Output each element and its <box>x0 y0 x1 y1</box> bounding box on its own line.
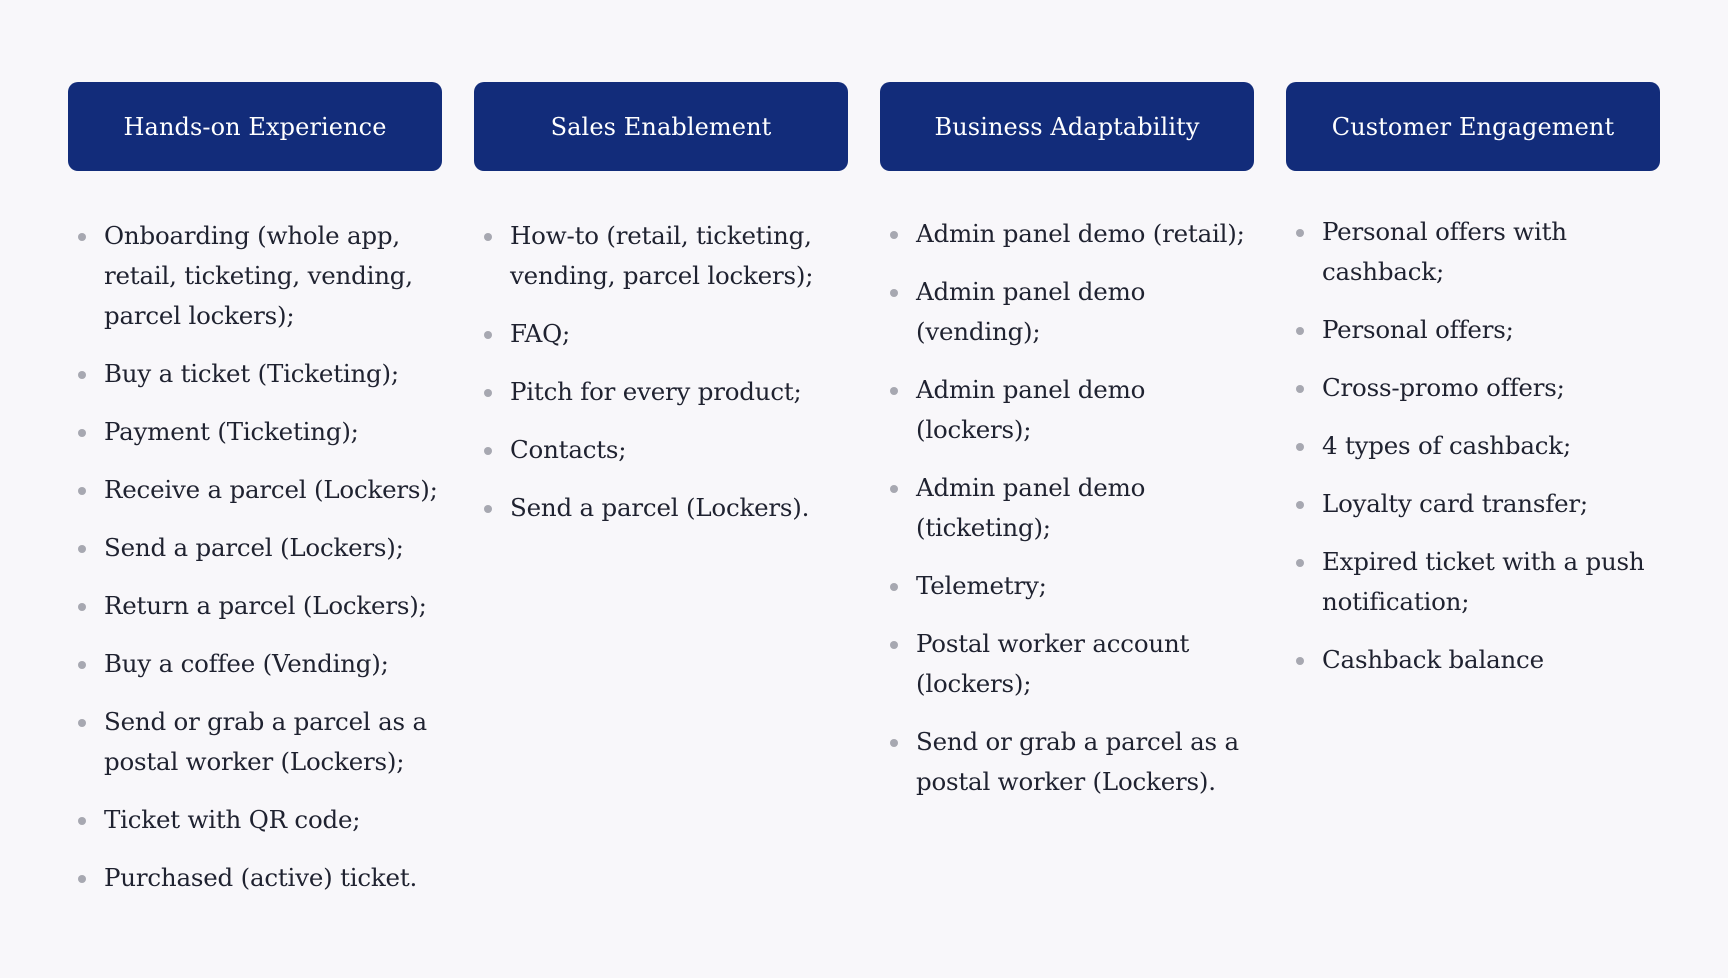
list-item-text: Contacts; <box>510 435 627 464</box>
list-item <box>474 372 848 412</box>
list-item-text: Admin panel demo (ticketing); <box>916 473 1146 542</box>
bullet-dot-icon <box>78 233 86 241</box>
bullet-dot-icon <box>890 583 898 591</box>
bullet-dot-icon <box>890 289 898 297</box>
bullet-dot-icon <box>1296 443 1304 451</box>
list-item <box>1286 542 1660 622</box>
column-list <box>1286 212 1660 698</box>
list-item <box>1286 368 1660 408</box>
list-item <box>68 586 442 626</box>
list-item-text: Expired ticket with a push notification; <box>1322 547 1645 616</box>
column-header: Business Adaptability <box>880 82 1254 171</box>
list-item <box>68 412 442 452</box>
list-item <box>880 468 1254 548</box>
list-item <box>880 370 1254 450</box>
column-list <box>474 216 848 546</box>
bullet-dot-icon <box>78 429 86 437</box>
list-item-text: Telemetry; <box>916 571 1047 600</box>
list-item-text: Personal offers with cashback; <box>1322 217 1567 286</box>
list-item <box>880 566 1254 606</box>
bullet-dot-icon <box>890 387 898 395</box>
list-item-text: Cross-promo offers; <box>1322 373 1565 402</box>
bullet-dot-icon <box>484 331 492 339</box>
list-item-text: Admin panel demo (retail); <box>916 219 1245 248</box>
list-item-text: Send or grab a parcel as a postal worker (Lockers); <box>104 707 427 776</box>
list-item-text: Personal offers; <box>1322 315 1514 344</box>
bullet-dot-icon <box>1296 501 1304 509</box>
list-item <box>880 722 1254 802</box>
bullet-dot-icon <box>484 233 492 241</box>
list-item-text: Receive a parcel (Lockers); <box>104 475 438 504</box>
list-item <box>68 644 442 684</box>
column-business-adaptability <box>880 82 1254 796</box>
bullet-dot-icon <box>1296 229 1304 237</box>
bullet-dot-icon <box>1296 657 1304 665</box>
list-item <box>1286 310 1660 350</box>
bullet-dot-icon <box>484 389 492 397</box>
list-item-text: Cashback balance <box>1322 645 1544 674</box>
list-item <box>474 430 848 470</box>
list-item-text: 4 types of cashback; <box>1322 431 1572 460</box>
list-item <box>68 216 442 336</box>
bullet-dot-icon <box>890 485 898 493</box>
list-item-text: How-to (retail, ticketing, vending, parcel lockers); <box>510 221 814 290</box>
list-item-text: Loyalty card transfer; <box>1322 489 1588 518</box>
list-item-text: Return a parcel (Lockers); <box>104 591 427 620</box>
bullet-dot-icon <box>890 231 898 239</box>
column-header: Hands-on Experience <box>68 82 442 171</box>
bullet-dot-icon <box>1296 327 1304 335</box>
list-item <box>1286 212 1660 292</box>
column-customer-engagement <box>1286 82 1660 674</box>
bullet-dot-icon <box>890 641 898 649</box>
bullet-dot-icon <box>890 739 898 747</box>
bullet-dot-icon <box>78 875 86 883</box>
list-item <box>474 488 848 528</box>
bullet-dot-icon <box>78 661 86 669</box>
list-item-text: Admin panel demo (lockers); <box>916 375 1146 444</box>
list-item <box>68 470 442 510</box>
list-item-text: Admin panel demo (vending); <box>916 277 1146 346</box>
column-list <box>68 216 442 916</box>
list-item-text: Send or grab a parcel as a postal worker (Lockers). <box>916 727 1239 796</box>
list-item <box>68 702 442 782</box>
list-item-text: Ticket with QR code; <box>104 805 361 834</box>
list-item-text: Send a parcel (Lockers). <box>510 493 810 522</box>
list-item-text: Buy a ticket (Ticketing); <box>104 359 399 388</box>
list-item-text: Send a parcel (Lockers); <box>104 533 404 562</box>
list-item-text: Onboarding (whole app, retail, ticketing, vending, parcel lockers); <box>104 221 413 330</box>
list-item <box>880 214 1254 254</box>
column-header: Customer Engagement <box>1286 82 1660 171</box>
list-item <box>1286 426 1660 466</box>
bullet-dot-icon <box>78 487 86 495</box>
column-hands-on-experience <box>68 82 442 892</box>
bullet-dot-icon <box>78 371 86 379</box>
bullet-dot-icon <box>1296 385 1304 393</box>
list-item <box>474 314 848 354</box>
list-item-text: FAQ; <box>510 319 571 348</box>
list-item-text: Payment (Ticketing); <box>104 417 359 446</box>
list-item <box>1286 484 1660 524</box>
bullet-dot-icon <box>78 817 86 825</box>
bullet-dot-icon <box>78 719 86 727</box>
list-item <box>68 858 442 898</box>
list-item-text: Buy a coffee (Vending); <box>104 649 389 678</box>
bullet-dot-icon <box>1296 559 1304 567</box>
bullet-dot-icon <box>78 545 86 553</box>
list-item <box>1286 640 1660 680</box>
list-item <box>474 216 848 296</box>
column-sales-enablement <box>474 82 848 522</box>
list-item <box>880 624 1254 704</box>
column-list <box>880 214 1254 820</box>
list-item-text: Purchased (active) ticket. <box>104 863 418 892</box>
list-item-text: Postal worker account (lockers); <box>916 629 1190 698</box>
column-header: Sales Enablement <box>474 82 848 171</box>
list-item <box>880 272 1254 352</box>
list-item-text: Pitch for every product; <box>510 377 802 406</box>
list-item <box>68 528 442 568</box>
bullet-dot-icon <box>484 505 492 513</box>
list-item <box>68 800 442 840</box>
list-item <box>68 354 442 394</box>
bullet-dot-icon <box>78 603 86 611</box>
bullet-dot-icon <box>484 447 492 455</box>
